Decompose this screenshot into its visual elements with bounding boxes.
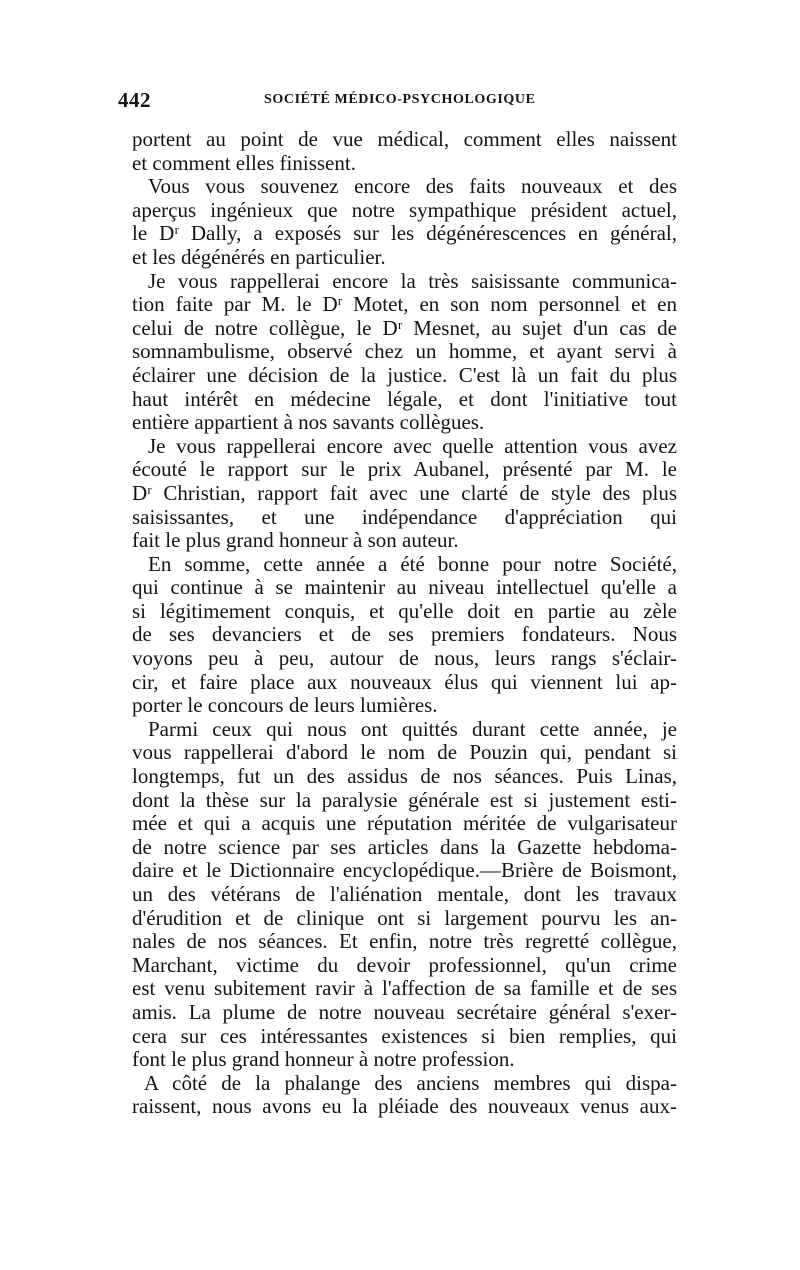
text-line: Je vous rappellerai encore avec quelle attention vous avez — [148, 433, 677, 458]
text-line: le Dʳ Dally, a exposés sur les dégénérescences en général, — [132, 221, 677, 246]
text-line: nales de nos séances. Et enfin, notre très regretté collègue, — [132, 929, 677, 954]
text-line: d'érudition et de clinique ont si largement pourvu les an- — [132, 905, 677, 930]
text-line: amis. La plume de notre nouveau secrétaire général s'exer- — [132, 999, 677, 1024]
text-line: cera sur ces intéressantes existences si bien remplies, qui — [132, 1023, 677, 1048]
text-line: haut intérêt en médecine légale, et dont l'initiative tout — [132, 386, 677, 411]
text-line: qui continue à se maintenir au niveau intellectuel qu'elle a — [132, 575, 677, 600]
text-line: entière appartient à nos savants collègues. — [132, 410, 485, 435]
text-line: est venu subitement ravir à l'affection de sa famille et de ses — [132, 976, 677, 1001]
text-line: somnambulisme, observé chez un homme, et ayant servi à — [132, 339, 677, 364]
text-line: et comment elles finissent. — [132, 150, 356, 175]
text-line: écouté le rapport sur le prix Aubanel, présenté par M. le — [132, 457, 677, 482]
text-line: cir, et faire place aux nouveaux élus qui viennent lui ap- — [132, 669, 677, 694]
text-line: aperçus ingénieux que notre sympathique président actuel, — [132, 197, 677, 222]
text-line: fait le plus grand honneur à son auteur. — [132, 528, 459, 553]
text-line: daire et le Dictionnaire encyclopédique.—Brière de Boismont, — [132, 858, 677, 883]
text-line: Marchant, victime du devoir professionnel, qu'un crime — [132, 952, 677, 977]
text-line: En somme, cette année a été bonne pour notre Société, — [148, 551, 677, 576]
text-line: raissent, nous avons eu la pléiade des nouveaux venus aux- — [132, 1094, 677, 1119]
text-line: voyons peu à peu, autour de nous, leurs rangs s'éclair- — [132, 646, 677, 671]
text-line: de notre science par ses articles dans la Gazette hebdoma- — [132, 834, 677, 859]
text-line: dont la thèse sur la paralysie générale est si justement esti- — [132, 787, 677, 812]
text-line: Je vous rappellerai encore la très saisissante communica- — [148, 268, 677, 293]
text-line: Vous vous souvenez encore des faits nouveaux et des — [148, 174, 677, 199]
text-line: un des vétérans de l'aliénation mentale, dont les travaux — [132, 882, 677, 906]
text-line: mée et qui a acquis une réputation méritée de vulgarisateur — [132, 811, 677, 836]
page-number: 442 — [118, 88, 151, 112]
page-header — [118, 88, 678, 118]
text-line: font le plus grand honneur à notre profession. — [132, 1047, 515, 1072]
text-line: celui de notre collègue, le Dʳ Mesnet, au sujet d'un cas de — [132, 315, 677, 340]
text-line: éclairer une décision de la justice. C'est là un fait du plus — [132, 362, 677, 387]
text-line: Parmi ceux qui nous ont quittés durant cette année, je — [148, 716, 677, 741]
running-head: SOCIÉTÉ MÉDICO-PSYCHOLOGIQUE — [264, 92, 536, 107]
text-line: vous rappellerai d'abord le nom de Pouzin qui, pendant si — [132, 740, 677, 765]
text-line: A côté de la phalange des anciens membres qui dispa- — [144, 1070, 677, 1095]
text-line: Dʳ Christian, rapport fait avec une clarté de style des plus — [132, 480, 677, 505]
body-text — [132, 128, 677, 1119]
text-line: si légitimement conquis, et qu'elle doit en partie au zèle — [132, 598, 677, 623]
text-line: et les dégénérés en particulier. — [132, 244, 386, 269]
text-line: tion faite par M. le Dʳ Motet, en son nom personnel et en — [132, 292, 677, 317]
text-line: longtemps, fut un des assidus de nos séances. Puis Linas, — [132, 764, 677, 789]
text-line: saisissantes, et une indépendance d'appréciation qui — [132, 504, 677, 529]
text-line: porter le concours de leurs lumières. — [132, 693, 438, 718]
text-line: de ses devanciers et de ses premiers fondateurs. Nous — [132, 622, 677, 647]
text-line: portent au point de vue médical, comment elles naissent — [132, 127, 677, 151]
